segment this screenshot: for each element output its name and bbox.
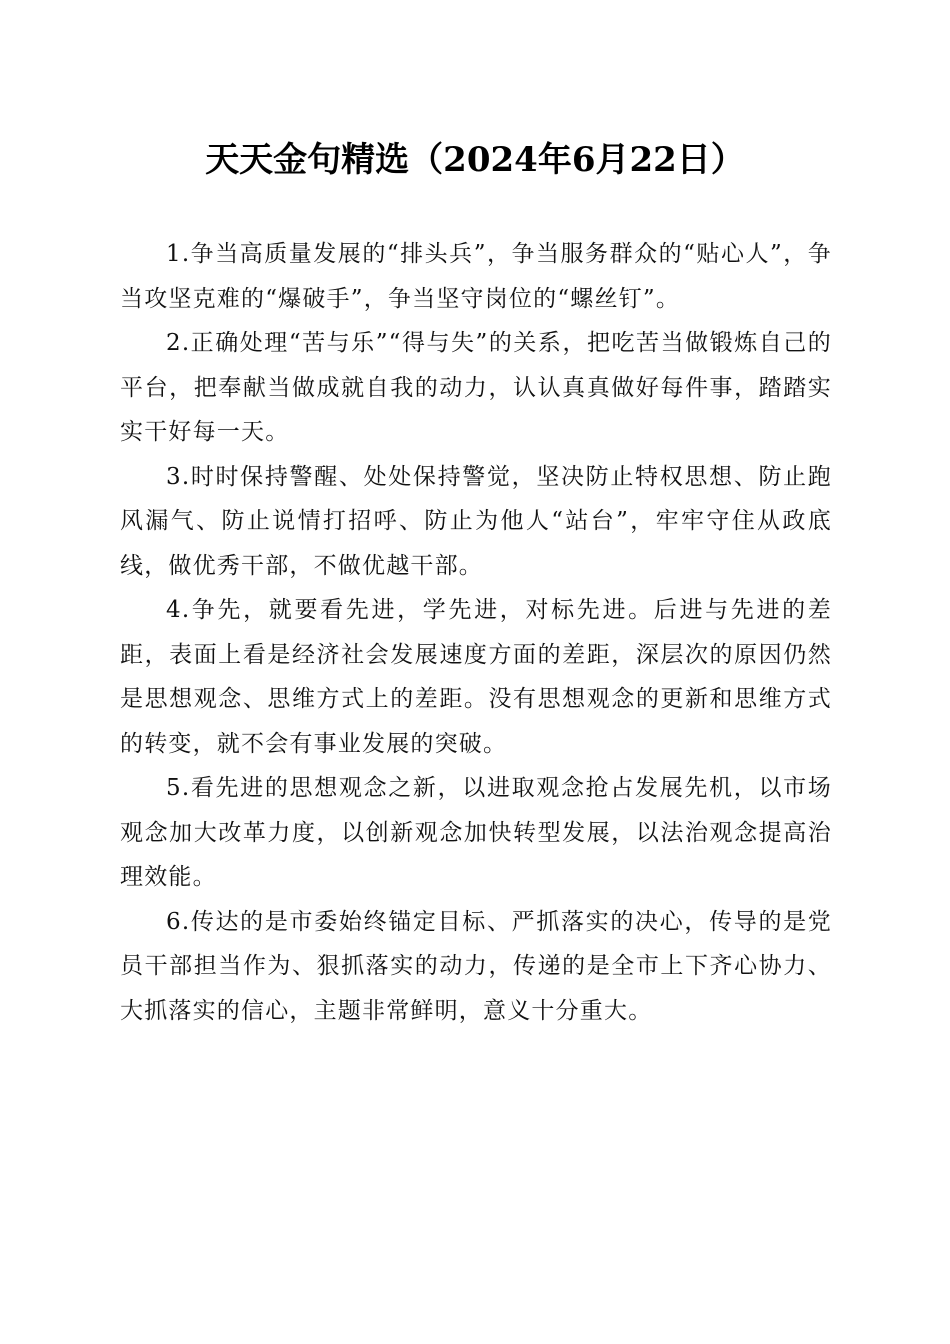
paragraph-6: 6.传达的是市委始终锚定目标、严抓落实的决心，传导的是党员干部担当作为、狠抓落实的动力，传递的是全市上下齐心协力、大抓落实的信心，主题非常鲜明，意义十分重大。 (120, 908, 832, 1024)
paragraph-5: 5.看先进的思想观念之新，以进取观念抢占发展先机，以市场观念加大改革力度，以创新观念加快转型发展，以法治观念提高治理效能。 (120, 775, 832, 890)
paragraph-1: 1.争当高质量发展的“排头兵”，争当服务群众的“贴心人”，争当攻坚克难的“爆破手”，争当坚守岗位的“螺丝钉”。 (120, 241, 832, 312)
document-body (120, 232, 832, 1033)
paragraph-2: 2.正确处理“苦与乐”“得与失”的关系，把吃苦当做锻炼自己的平台，把奉献当做成就自我的动力，认认真真做好每件事，踏踏实实干好每一天。 (120, 330, 832, 445)
paragraph-4: 4.争先，就要看先进，学先进，对标先进。后进与先进的差距，表面上看是经济社会发展速度方面的差距，深层次的原因仍然是思想观念、思维方式上的差距。没有思想观念的更新和思维方式的转变，就不会有事业发展的突破。 (120, 597, 832, 757)
paragraph-3: 3.时时保持警醒、处处保持警觉，坚决防止特权思想、防止跑风漏气、防止说情打招呼、防止为他人“站台”，牢牢守住从政底线，做优秀干部，不做优越干部。 (120, 463, 832, 579)
document-title: 天天金句精选（2024年6月22日） (205, 140, 745, 180)
